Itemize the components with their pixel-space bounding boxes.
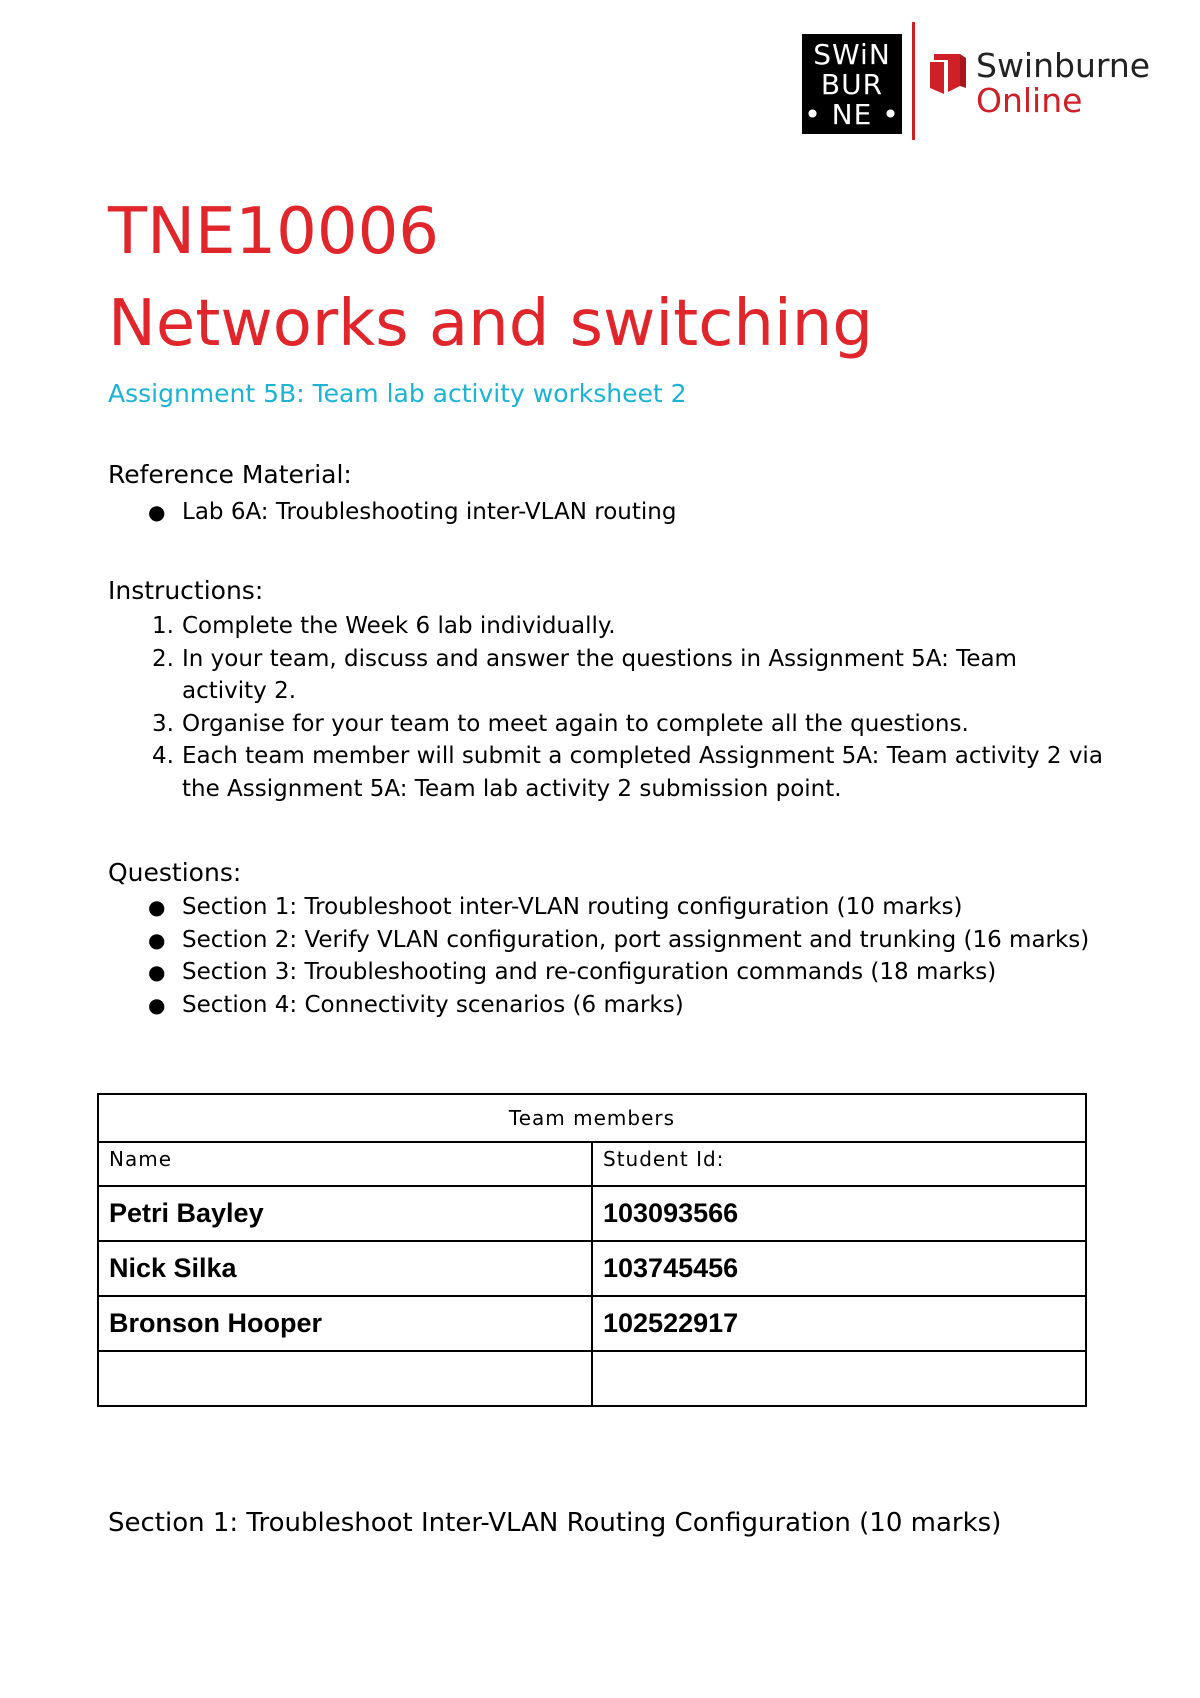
list-item: 3. Organise for your team to meet again to complete all the questions. bbox=[108, 708, 1108, 741]
instructions-heading: Instructions: bbox=[108, 576, 264, 605]
bullet-icon: ● bbox=[148, 992, 166, 1017]
bullet-icon: ● bbox=[148, 500, 166, 524]
list-item: 2. In your team, discuss and answer the questions in Assignment 5A: Team activity 2. bbox=[108, 643, 1108, 708]
questions-heading: Questions: bbox=[108, 858, 242, 887]
list-number: 3. bbox=[152, 710, 174, 737]
list-number: 4. bbox=[152, 743, 174, 769]
list-item: ● Section 4: Connectivity scenarios (6 marks) bbox=[108, 989, 1108, 1022]
member-name bbox=[98, 1351, 592, 1406]
swinburne-logo-square bbox=[802, 34, 902, 134]
column-header-student-id: Student Id: bbox=[592, 1142, 1086, 1186]
table-header-row bbox=[98, 1142, 1086, 1186]
questions-list bbox=[108, 891, 1108, 1021]
table-row bbox=[98, 1351, 1086, 1406]
member-name: Bronson Hooper bbox=[98, 1296, 592, 1351]
logo-line-3: • NE • bbox=[804, 98, 900, 131]
assignment-subtitle: Assignment 5B: Team lab activity worksheet 2 bbox=[108, 379, 687, 408]
member-student-id: 103093566 bbox=[592, 1186, 1086, 1241]
list-item: ● Section 3: Troubleshooting and re-configuration commands (18 marks) bbox=[108, 956, 1108, 989]
member-name: Petri Bayley bbox=[98, 1186, 592, 1241]
member-student-id: 102522917 bbox=[592, 1296, 1086, 1351]
table-row bbox=[98, 1241, 1086, 1296]
column-header-name: Name bbox=[98, 1142, 592, 1186]
bullet-icon: ● bbox=[148, 895, 166, 919]
logo-line-1: SWiN bbox=[813, 38, 891, 71]
brand-line-1: Swinburne bbox=[976, 46, 1151, 85]
bullet-icon: ● bbox=[148, 960, 166, 984]
member-student-id: 103745456 bbox=[592, 1241, 1086, 1296]
logo-line-2: BUR bbox=[820, 68, 884, 101]
list-item: ● Section 1: Troubleshoot inter-VLAN routing configuration (10 marks) bbox=[108, 891, 1108, 924]
instructions-list bbox=[108, 610, 1108, 805]
member-name: Nick Silka bbox=[98, 1241, 592, 1296]
brand-line-2: Online bbox=[976, 81, 1083, 120]
list-number: 2. bbox=[152, 645, 174, 672]
brand-text bbox=[976, 48, 1150, 118]
table-row bbox=[98, 1296, 1086, 1351]
course-title: Networks and switching bbox=[108, 287, 873, 361]
reference-heading: Reference Material: bbox=[108, 460, 352, 489]
book-icon bbox=[926, 48, 970, 96]
table-row bbox=[98, 1186, 1086, 1241]
list-item: 1. Complete the Week 6 lab individually. bbox=[108, 610, 1108, 643]
list-item: 4. Each team member will submit a completed Assignment 5A: Team activity 2 via the Assignment 5A: Team lab activity 2 submission point. bbox=[108, 740, 1108, 805]
list-item: ● Section 2: Verify VLAN configuration, port assignment and trunking (16 marks) bbox=[108, 924, 1108, 957]
reference-list bbox=[108, 496, 1108, 529]
logo-divider bbox=[912, 22, 915, 140]
swinburne-online-logo bbox=[800, 22, 1160, 142]
section-1-heading: Section 1: Troubleshoot Inter-VLAN Routing Configuration (10 marks) bbox=[108, 1508, 1002, 1538]
bullet-icon: ● bbox=[148, 927, 166, 952]
list-item: ● Lab 6A: Troubleshooting inter-VLAN routing bbox=[108, 496, 1108, 529]
list-number: 1. bbox=[152, 613, 174, 639]
member-student-id bbox=[592, 1351, 1086, 1406]
team-members-table bbox=[97, 1093, 1087, 1407]
course-code: TNE10006 bbox=[108, 195, 439, 269]
table-title: Team members bbox=[98, 1094, 1086, 1142]
table-title-row bbox=[98, 1094, 1086, 1142]
